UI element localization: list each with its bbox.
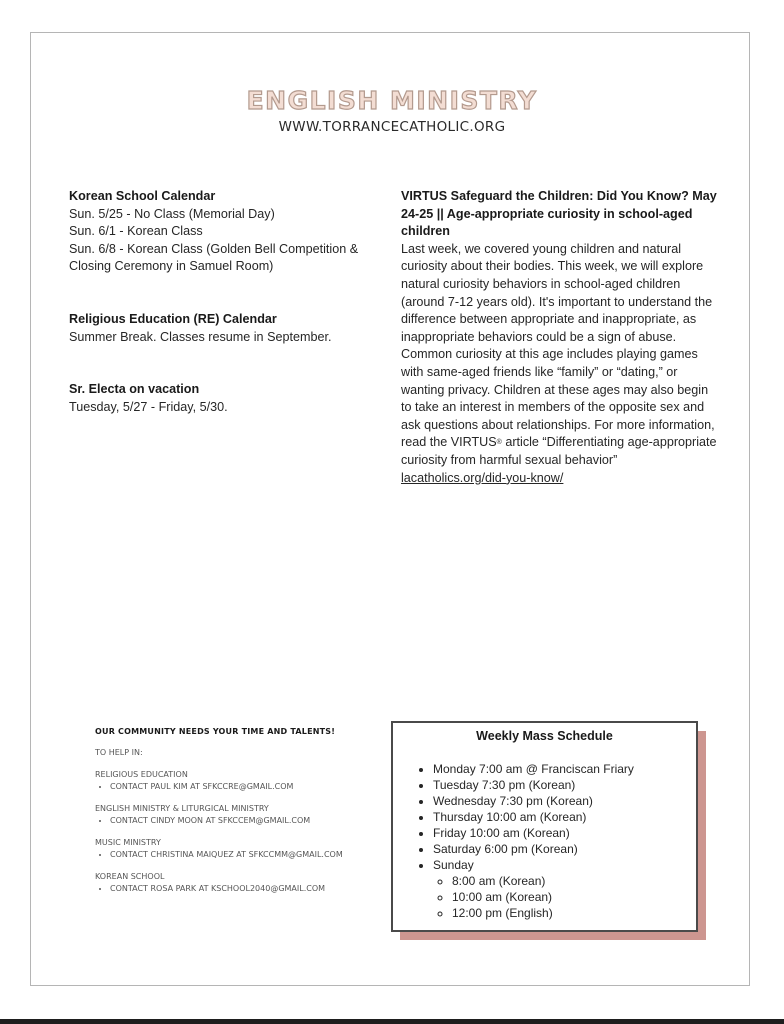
calendar-line: Sun. 6/1 - Korean Class xyxy=(69,224,203,239)
re-calendar xyxy=(69,311,369,346)
ministry-contact: • CONTACT CINDY MOON AT SFKCCEM@GMAIL.COM xyxy=(110,815,375,827)
registered-mark: ® xyxy=(496,439,502,447)
mass-schedule-list xyxy=(409,761,634,921)
community-section xyxy=(95,726,375,905)
website-url: WWW.TORRANCECATHOLIC.ORG xyxy=(278,119,506,135)
mass-schedule-title: Weekly Mass Schedule xyxy=(476,729,613,743)
mass-item: • Friday 10:00 am (Korean) xyxy=(433,825,634,841)
ministry-contact: • CONTACT CHRISTINA MAIQUEZ AT SFKCCMM@GMAIL.COM xyxy=(110,849,375,861)
ministry-contact: • CONTACT PAUL KIM AT SFKCCRE@GMAIL.COM xyxy=(110,781,375,793)
re-calendar-text: Summer Break. Classes resume in September. xyxy=(69,329,332,344)
mass-item: • Thursday 10:00 am (Korean) xyxy=(433,809,634,825)
ministry-name: MUSIC MINISTRY xyxy=(95,838,161,847)
right-column xyxy=(401,188,721,487)
mass-item: • Tuesday 7:30 pm (Korean) xyxy=(433,777,634,793)
ministry-name: RELIGIOUS EDUCATION xyxy=(95,770,188,779)
re-calendar-title: Religious Education (RE) Calendar xyxy=(69,311,277,326)
virtus-title: VIRTUS Safeguard the Children: Did You Know? May 24-25 || Age-appropriate curiosity in school-aged children xyxy=(401,189,717,239)
mass-item-sunday xyxy=(433,857,634,921)
page-title: ENGLISH MINISTRY xyxy=(246,86,538,115)
community-heading: OUR COMMUNITY NEEDS YOUR TIME AND TALENTS! xyxy=(95,727,336,736)
virtus-body-end: article “Differentiating age-appropriate curiosity from harmful sexual behavior” xyxy=(401,435,717,468)
sunday-mass-item: ◦ 10:00 am (Korean) xyxy=(452,889,634,905)
sunday-label: Sunday xyxy=(433,858,474,872)
korean-school-title: Korean School Calendar xyxy=(69,189,216,203)
calendar-line: Sun. 5/25 - No Class (Memorial Day) xyxy=(69,206,275,221)
ministry-group xyxy=(95,871,375,894)
korean-school-calendar xyxy=(69,188,369,276)
sunday-mass-item: ◦ 12:00 pm (English) xyxy=(452,905,634,921)
virtus-body-text: Last week, we covered young children and natural curiosity about their bodies. This week, we will explore natural curiosity behaviors in school-aged children (around 7-12 years old). It's important to understand the difference between appropriate and inappropriate, as inappropriate behaviors could be a sign of abuse. Common curiosity at this age includes playing games with same-aged friends like “family” or “dating,” or wanting privacy. Children at these ages may also begin to take an interest in members of the opposite sex and ask questions about relationships. For more information, read the VIRTUS xyxy=(401,241,715,450)
virtus-body xyxy=(401,241,721,487)
mass-item: • Monday 7:00 am @ Franciscan Friary xyxy=(433,761,634,777)
sr-electa-text: Tuesday, 5/27 - Friday, 5/30. xyxy=(69,399,228,414)
mass-schedule-box xyxy=(391,721,698,932)
ministry-contact: • CONTACT ROSA PARK AT KSCHOOL2040@GMAIL.COM xyxy=(110,883,375,895)
did-you-know-link[interactable]: lacatholics.org/did-you-know/ xyxy=(401,470,564,485)
left-column xyxy=(69,188,369,416)
bottom-bar xyxy=(0,1019,784,1024)
mass-item: • Saturday 6:00 pm (Korean) xyxy=(433,841,634,857)
sr-electa-notice xyxy=(69,381,369,416)
community-intro: TO HELP IN: xyxy=(95,747,143,757)
mass-item: • Wednesday 7:30 pm (Korean) xyxy=(433,793,634,809)
sr-electa-title: Sr. Electa on vacation xyxy=(69,382,200,397)
ministry-name: KOREAN SCHOOL xyxy=(95,872,165,881)
ministry-group xyxy=(95,803,375,826)
ministry-group xyxy=(95,769,375,792)
ministry-name: ENGLISH MINISTRY & LITURGICAL MINISTRY xyxy=(95,804,269,813)
ministry-group xyxy=(95,837,375,860)
sunday-list xyxy=(433,873,634,921)
calendar-line: Sun. 6/8 - Korean Class (Golden Bell Competition & Closing Ceremony in Samuel Room) xyxy=(69,241,359,274)
sunday-mass-item: ◦ 8:00 am (Korean) xyxy=(452,873,634,889)
